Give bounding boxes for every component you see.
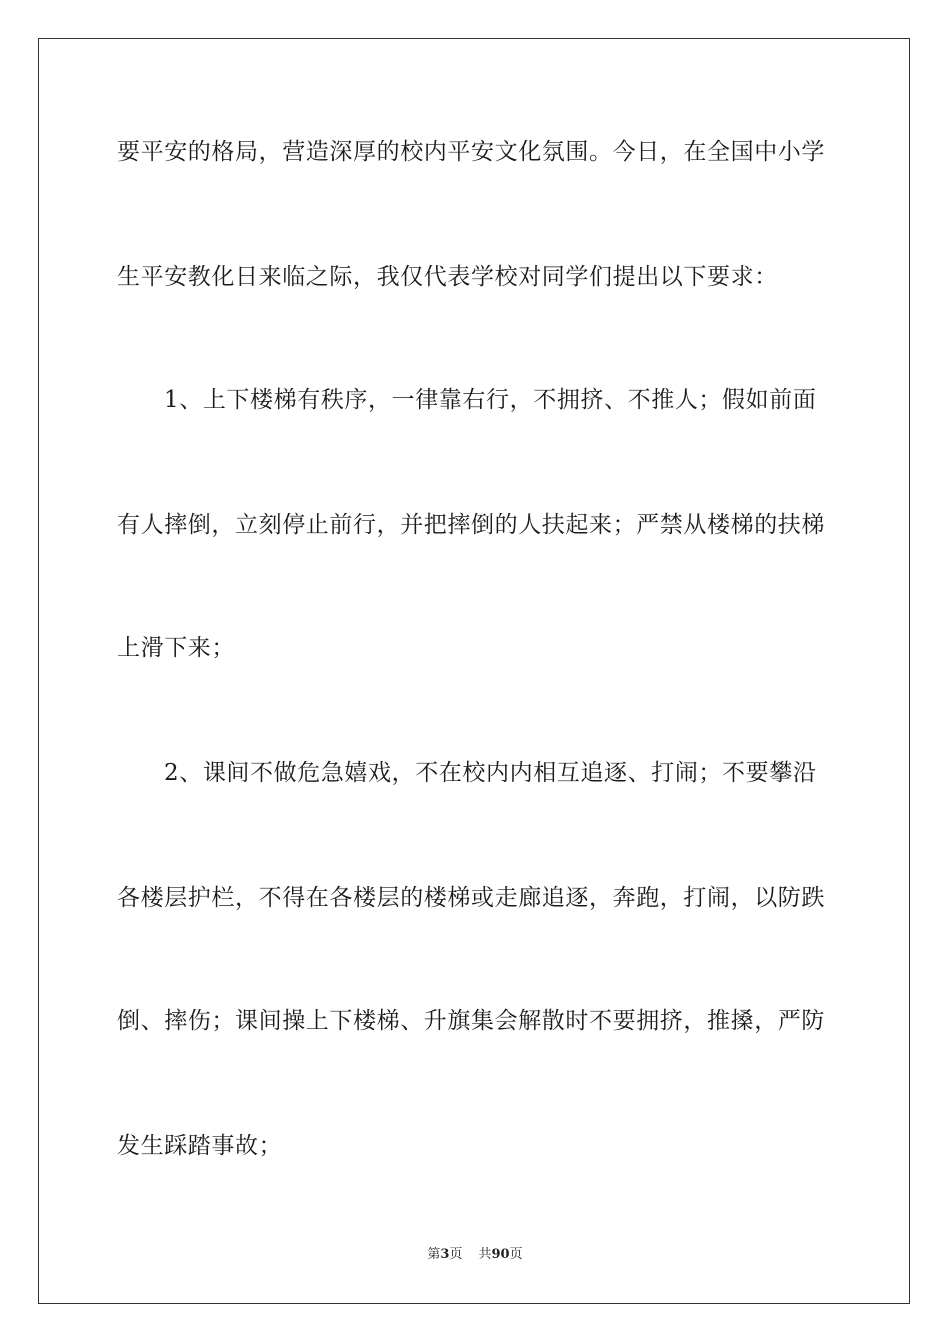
page-prefix: 第: [427, 1247, 441, 1262]
body-line-6: 2、课间不做危急嬉戏，不在校内内相互追逐、打闹；不要攀沿: [164, 760, 817, 786]
page-number: 3: [440, 1247, 450, 1262]
page-border: [38, 38, 910, 1304]
body-line-5: 上滑下来；: [117, 635, 235, 661]
total-prefix: 共: [478, 1247, 492, 1262]
body-line-9: 发生踩踏事故；: [117, 1133, 283, 1159]
body-line-7: 各楼层护栏，不得在各楼层的楼梯或走廊追逐，奔跑，打闹，以防跌: [117, 885, 825, 911]
page-suffix: 页: [449, 1247, 463, 1262]
body-line-1: 要平安的格局，营造深厚的校内平安文化氛围。今日，在全国中小学: [117, 139, 825, 165]
total-pages: 90: [491, 1247, 510, 1262]
body-line-8: 倒、摔伤；课间操上下楼梯、升旗集会解散时不要拥挤，推搡，严防: [117, 1008, 825, 1034]
total-suffix: 页: [509, 1247, 523, 1262]
body-line-3: 1、上下楼梯有秩序，一律靠右行，不拥挤、不推人；假如前面: [164, 387, 817, 413]
body-line-2: 生平安教化日来临之际，我仅代表学校对同学们提出以下要求：: [117, 264, 778, 290]
page-footer: [0, 1246, 950, 1264]
body-line-4: 有人摔倒，立刻停止前行，并把摔倒的人扶起来；严禁从楼梯的扶梯: [117, 512, 825, 538]
